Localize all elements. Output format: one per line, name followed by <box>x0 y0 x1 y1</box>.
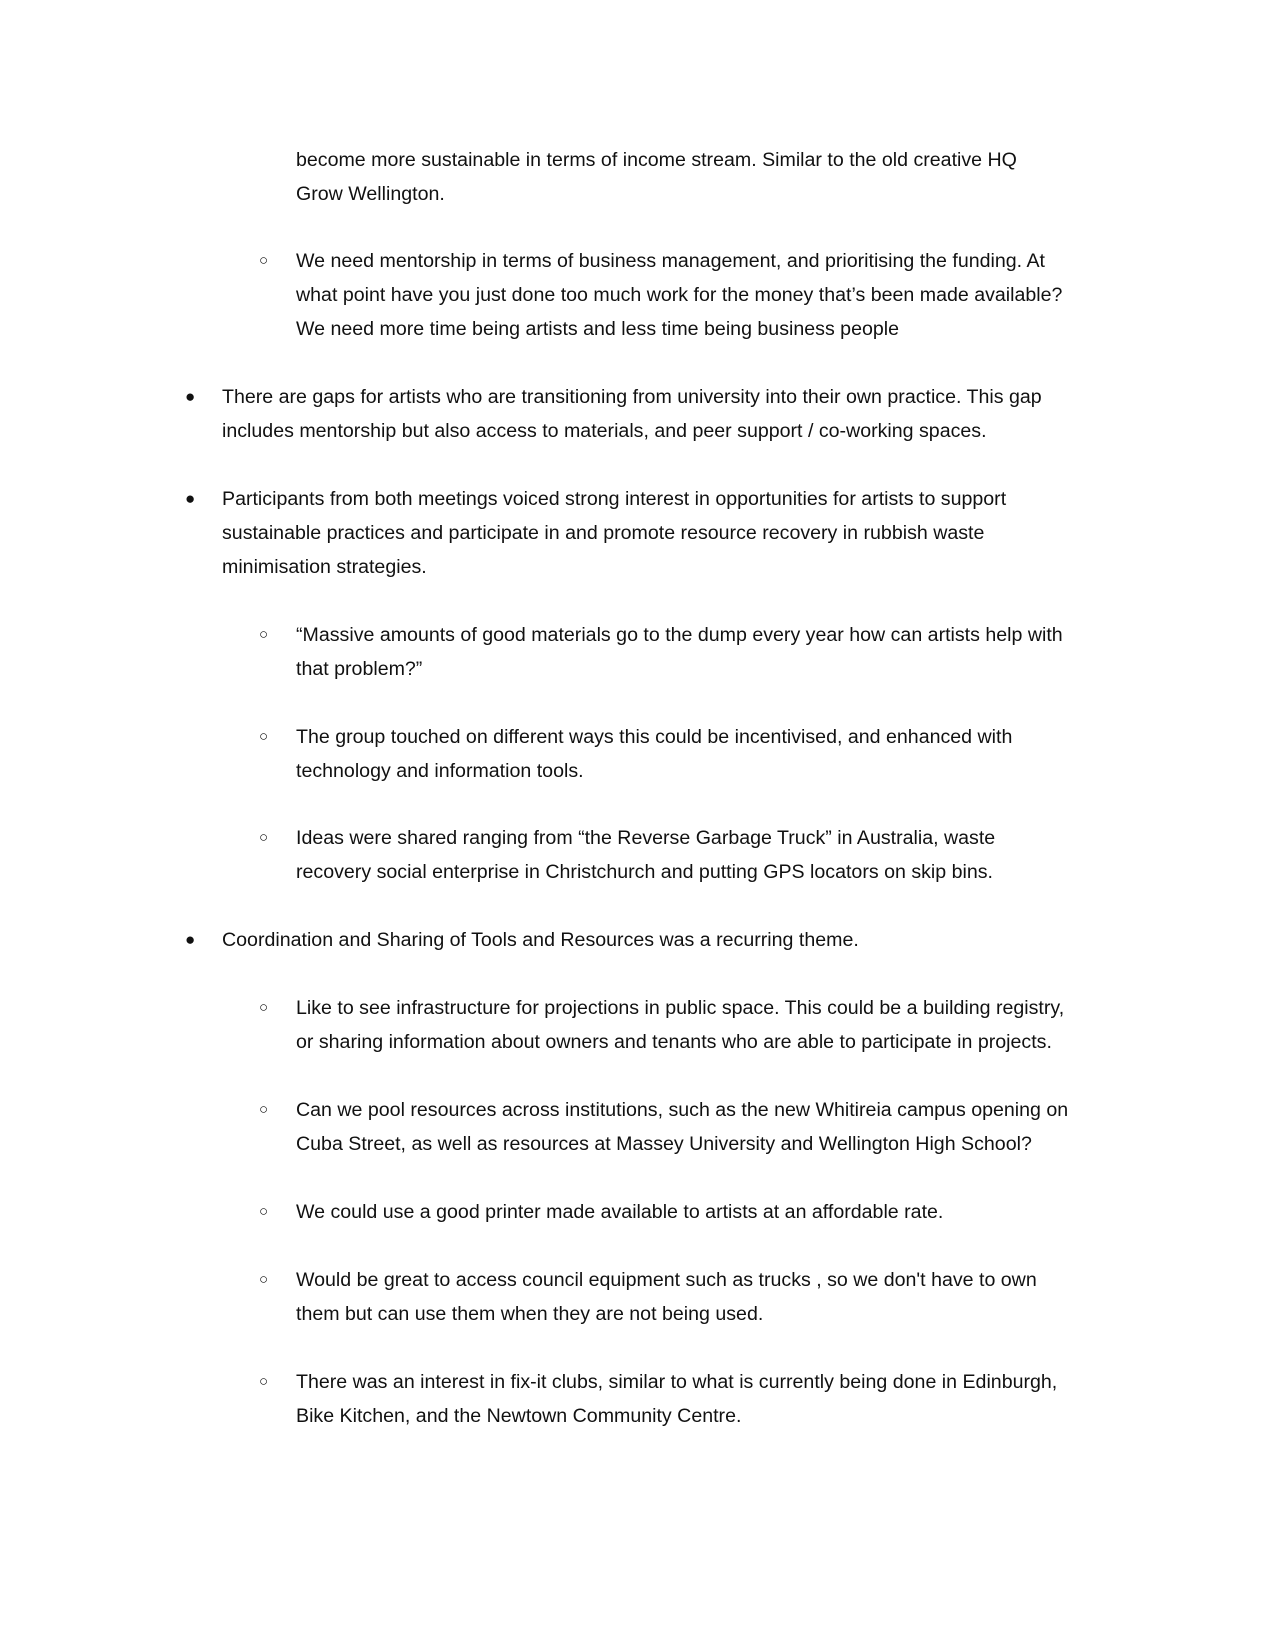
list-item-text <box>296 244 1062 346</box>
hollow-bullet-icon: ○ <box>259 1101 269 1118</box>
text-line: minimisation strategies. <box>222 556 427 578</box>
filled-bullet-icon: ● <box>185 489 196 508</box>
text-line: Ideas were shared ranging from “the Reverse Garbage Truck” in Australia, waste <box>296 827 996 849</box>
text-line: Coordination and Sharing of Tools and Resources was a recurring theme. <box>222 929 859 951</box>
list-item-text <box>296 143 1017 211</box>
text-line: There was an interest in fix-it clubs, similar to what is currently being done in Edinburgh, <box>296 1371 1058 1393</box>
text-line: sustainable practices and participate in and promote resource recovery in rubbish waste <box>222 522 985 544</box>
list-item-text <box>296 1365 1057 1433</box>
text-line: Would be great to access council equipment such as trucks , so we don't have to own <box>296 1269 1037 1291</box>
hollow-bullet-icon: ○ <box>259 626 269 643</box>
list-item-text <box>296 720 1012 788</box>
text-line: recovery social enterprise in Christchurch and putting GPS locators on skip bins. <box>296 861 993 883</box>
filled-bullet-icon: ● <box>185 930 196 949</box>
text-line: become more sustainable in terms of income stream. Similar to the old creative HQ <box>296 149 1017 171</box>
filled-bullet-icon: ● <box>185 387 196 406</box>
list-item-text <box>296 1093 1068 1161</box>
list-item-text <box>222 380 1042 448</box>
text-line: We need more time being artists and less time being business people <box>296 318 900 340</box>
text-line: Participants from both meetings voiced strong interest in opportunities for artists to support <box>222 488 1007 510</box>
text-line: that problem?” <box>296 658 423 680</box>
text-line: We could use a good printer made available to artists at an affordable rate. <box>296 1201 944 1223</box>
text-line: Can we pool resources across institutions, such as the new Whitireia campus opening on <box>296 1099 1069 1121</box>
text-line: them but can use them when they are not being used. <box>296 1303 764 1325</box>
hollow-bullet-icon: ○ <box>259 1373 269 1390</box>
text-line: The group touched on different ways this could be incentivised, and enhanced with <box>296 726 1013 748</box>
hollow-bullet-icon: ○ <box>259 252 269 269</box>
text-line: There are gaps for artists who are transitioning from university into their own practice. This gap <box>222 386 1042 408</box>
text-line: “Massive amounts of good materials go to the dump every year how can artists help with <box>296 624 1063 646</box>
list-item-text <box>296 991 1064 1059</box>
text-line: Like to see infrastructure for projections in public space. This could be a building registry, <box>296 997 1065 1019</box>
text-line: technology and information tools. <box>296 760 584 782</box>
list-item-text <box>296 618 1063 686</box>
text-line: or sharing information about owners and tenants who are able to participate in projects. <box>296 1031 1052 1053</box>
text-line: what point have you just done too much work for the money that’s been made available? <box>296 284 1063 306</box>
list-item-text <box>296 1263 1037 1331</box>
hollow-bullet-icon: ○ <box>259 1271 269 1288</box>
hollow-bullet-icon: ○ <box>259 728 269 745</box>
text-line: We need mentorship in terms of business management, and prioritising the funding. At <box>296 250 1045 272</box>
hollow-bullet-icon: ○ <box>259 1203 269 1220</box>
list-item-text <box>296 821 995 889</box>
hollow-bullet-icon: ○ <box>259 829 269 846</box>
text-line: Bike Kitchen, and the Newtown Community Centre. <box>296 1405 742 1427</box>
list-item-text <box>222 923 859 957</box>
text-line: Grow Wellington. <box>296 183 445 205</box>
text-line: Cuba Street, as well as resources at Massey University and Wellington High School? <box>296 1133 1032 1155</box>
list-item-text <box>296 1195 943 1229</box>
list-item-text <box>222 482 1006 584</box>
hollow-bullet-icon: ○ <box>259 999 269 1016</box>
text-line: includes mentorship but also access to materials, and peer support / co-working spaces. <box>222 420 987 442</box>
